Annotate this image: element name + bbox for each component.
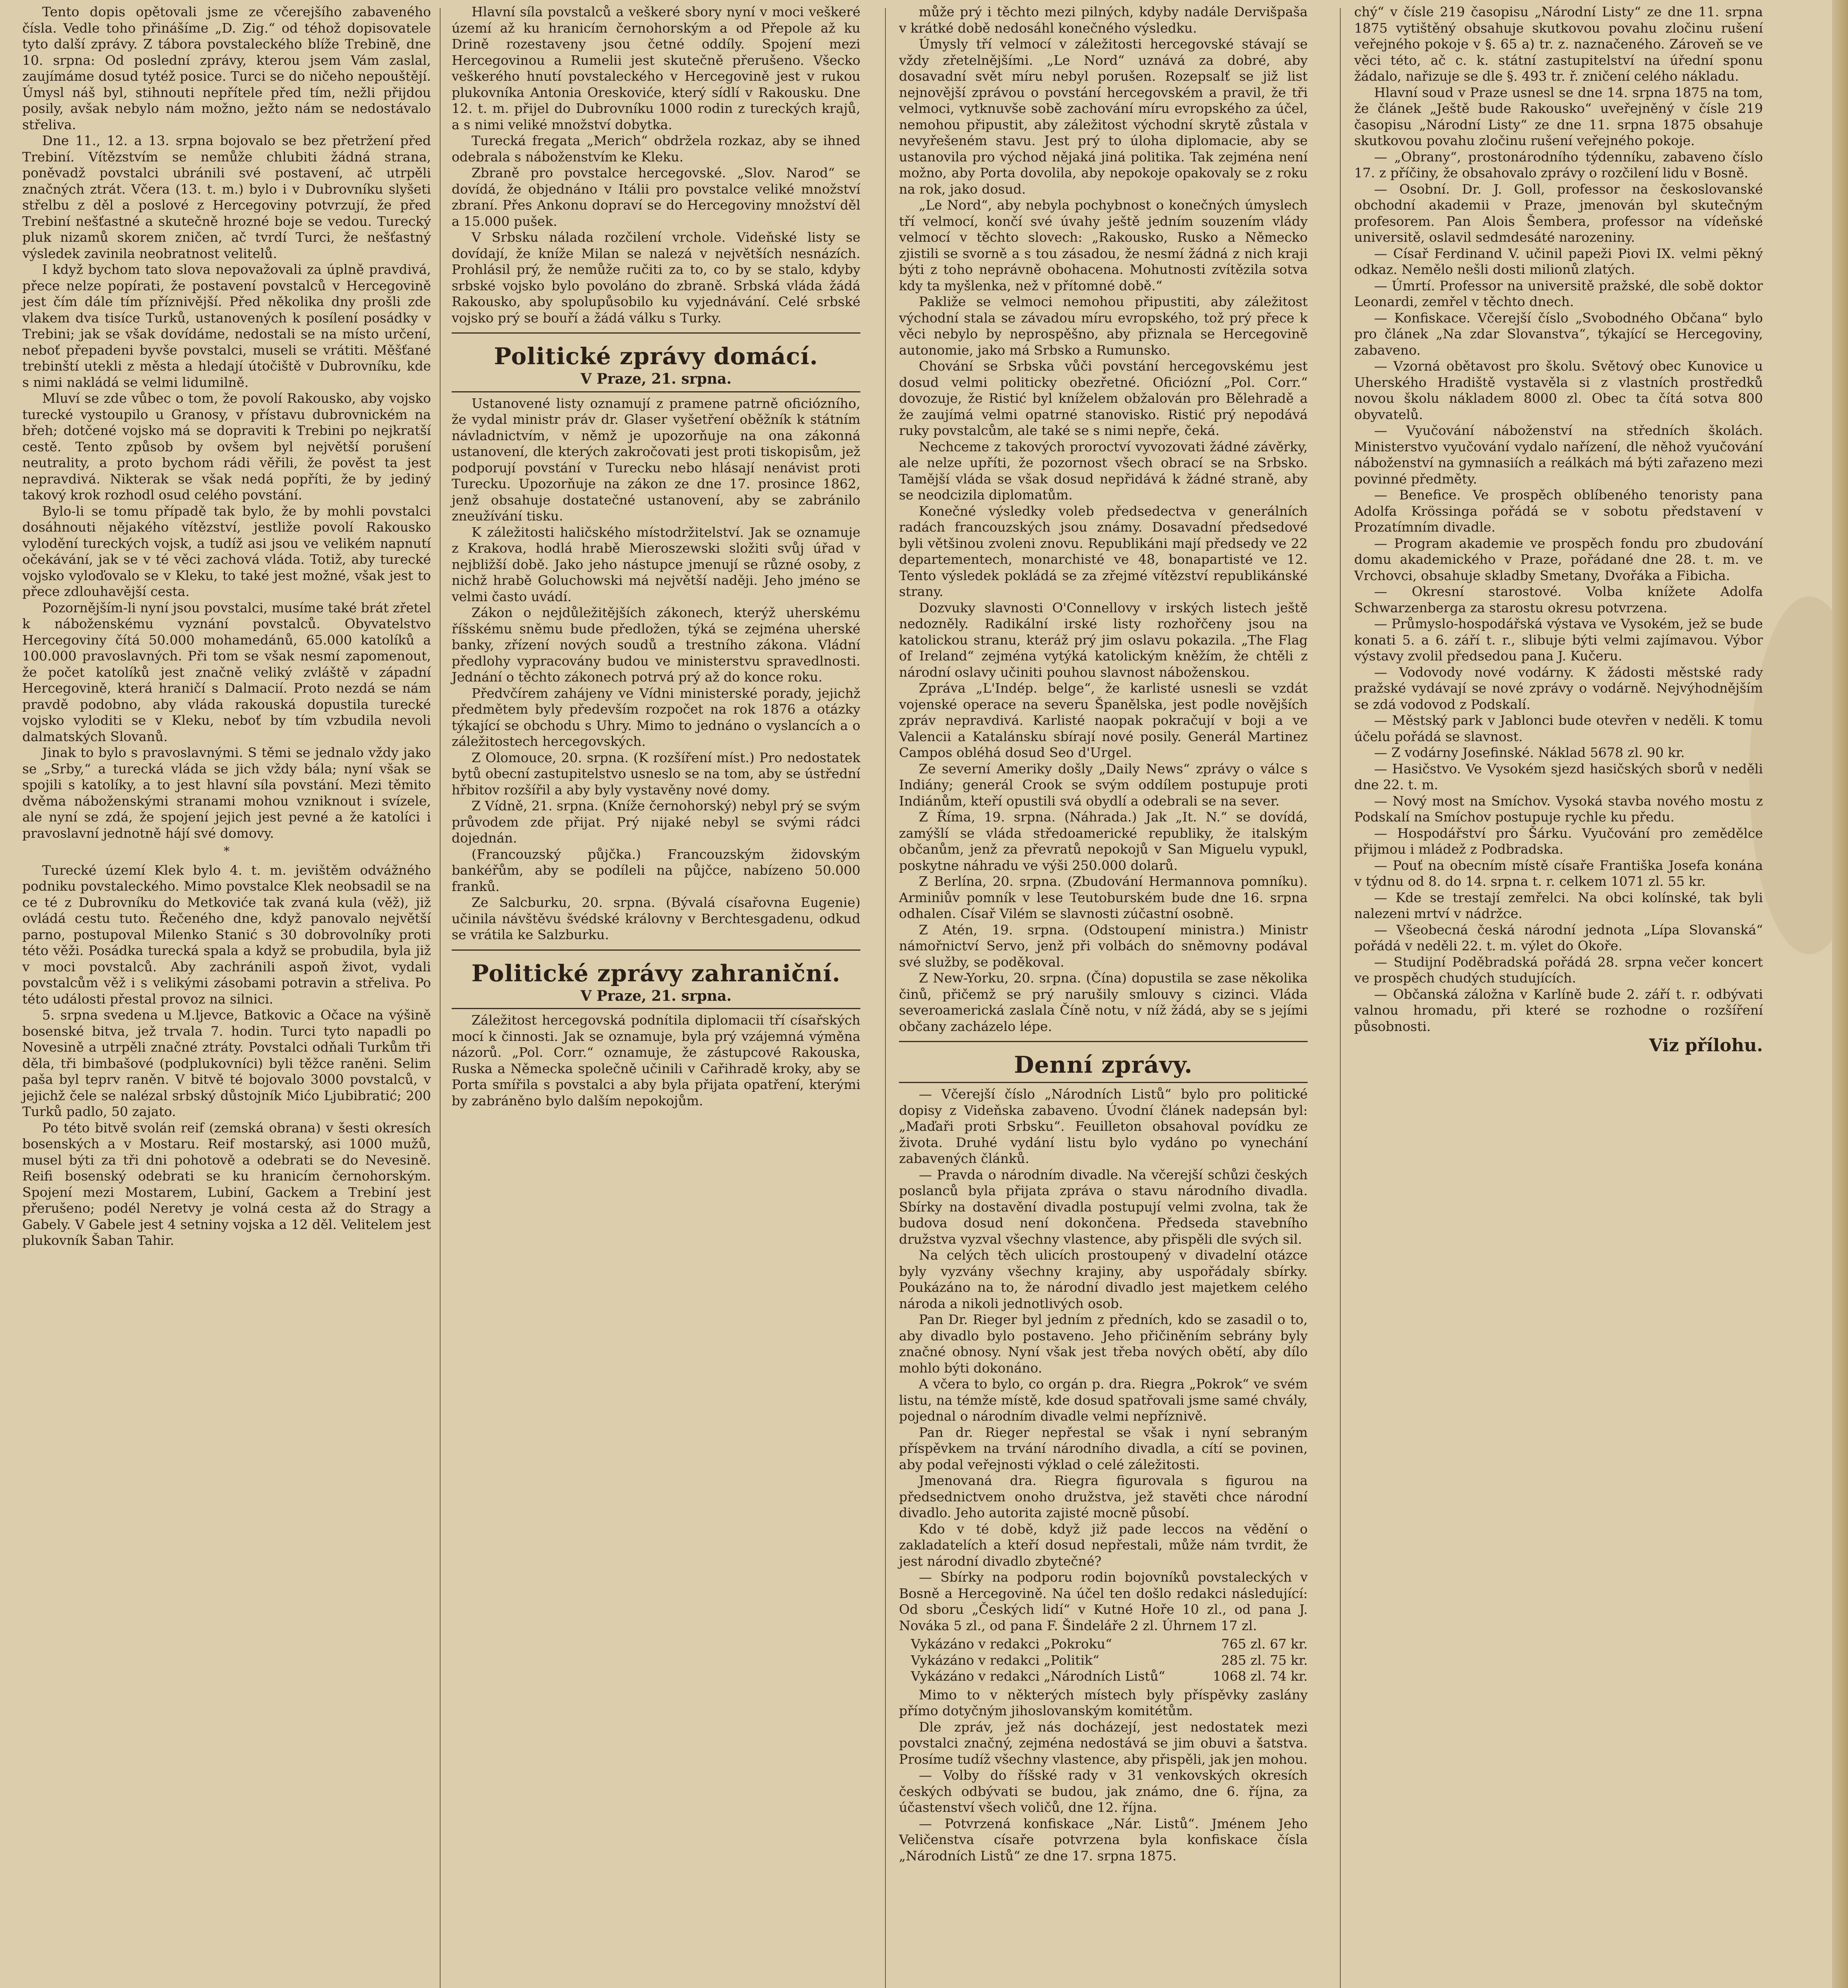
table-row <box>911 1668 1308 1685</box>
paragraph: Předvčírem zahájeny ve Vídni ministerské porady, jejichž předmětem byly především rozpočet na rok 1876 a otázky týkající se obchodu s Uhry. Mimo to jednáno o vyslancích a o záležitostech hercegovských. <box>452 685 860 749</box>
dateline: V Praze, 21. srpna. <box>580 371 732 387</box>
paragraph: — Program akademie ve prospěch fondu pro zbudování domu akademického v Praze, pořádané dne 28. t. m. ve Vrchovci, obsahuje skladby Smetany, Dvořáka a Fibicha. <box>1354 535 1763 583</box>
paragraph: (Francouzský půjčka.) Francouzským židovským bankéřům, aby se podíleli na půjčce, nabízeno 50.000 franků. <box>452 846 860 894</box>
section-title: Denní zprávy. <box>1014 1051 1193 1078</box>
column-1 <box>12 4 441 1988</box>
paragraph: Mluví se zde vůbec o tom, že povolí Rakousko, aby vojsko turecké vystoupilo u Granosy, v přístavu dubrovnickém na břeh; dotčené vojsko má se dopraviti k Trebini po nejkratší cestě. Tento způsob by ovšem byl největší porušení neutrality, a proto bychom rádi věřili, že pověst ta jest nepravdivá. Nikterak se však nedá popříti, že by jediný takový krok rozhodl osud celého povstání. <box>22 390 431 503</box>
table-cell-value: 1068 zl. 74 kr. <box>1213 1668 1308 1684</box>
paragraph: — Nový most na Smíchov. Vysoká stavba nového mostu z Podskalí na Smíchov postupuje rychle ku předu. <box>1354 793 1763 825</box>
column-4 <box>1344 4 1773 1988</box>
paragraph: Hlavní síla povstalců a veškeré sbory nyní v moci veškeré území až ku hranicím černohorským a od Přepole až ku Drině rozestaveny jsou četné oddíly. Spojení mezi Hercegovinou a Rumelii jest skutečně přerušeno. Všecko veškerého hnutí povstaleckého v Hercegovině jest v rukou plukovníka Antonia Oreskoviće, který sídlí v Rakousku. Dne 12. t. m. přijel do Dubrovníku 1000 rodin z tureckých krajů, a s nimi veliké množství dobytka. <box>452 4 860 132</box>
paragraph: Dle zpráv, jež nás docházejí, jest nedostatek mezi povstalci značný, zejména nedostává se jim obuvi a šatstva. Prosíme tudíž všechny vlastence, aby přispěli, jak jen mohou. <box>899 1719 1308 1767</box>
table-row <box>911 1636 1308 1652</box>
section-title: Politické zprávy zahraniční. <box>471 959 841 987</box>
paragraph: Z Říma, 19. srpna. (Náhrada.) Jak „It. N.“ se dovídá, zamýšlí se vláda středoamerické republiky, že italským občanům, jenž za převratů nepokojů v San Miguelu vypukl, poskytne náhradu ve výši 250.000 dolarů. <box>899 809 1308 873</box>
paragraph: Zbraně pro povstalce hercegovské. „Slov. Narod“ se dovídá, že objednáno v Itálii pro povstalce veliké množství zbraní. Přes Ankonu dopraví se do Hercegoviny množství děl a 15.000 pušek. <box>452 165 860 229</box>
column-3 <box>889 4 1318 1988</box>
paragraph: Záležitost hercegovská podnítila diplomacii tří císařských mocí k činnosti. Jak se oznamuje, byla prý vzájemná výměna názorů. „Pol. Corr.“ oznamuje, že zástupcové Rakouska, Ruska a Německa společně učinili v Cařihradě kroky, aby se Porta smířila s povstalci a aby byla přijata opatření, kterými by zabráněno bylo dalším nepokojům. <box>452 1012 860 1109</box>
dateline: V Praze, 21. srpna. <box>580 987 732 1004</box>
paragraph: Konečné výsledky voleb předsedectva v generálních radách francouzských jsou známy. Dosavadní předsedové byli většinou zvoleni znovu. Republikáni mají předsedy ve 22 departementech, monarchisté ve 48, bonapartisté ve 12. Tento výsledek pokládá se za zřejmé vítězství republikánské strany. <box>899 503 1308 599</box>
table-cell-label: Vykázáno v redakci „Pokroku“ <box>911 1636 1112 1652</box>
table-cell-label: Vykázáno v redakci „Národních Listů“ <box>911 1668 1165 1684</box>
paragraph: — Úmrtí. Professor na universitě pražské, dle sobě doktor Leonardi, zemřel v těchto dnech. <box>1354 278 1763 309</box>
paragraph: — Benefice. Ve prospěch oblíbeného tenoristy pana Adolfa Krössinga pořádá se v sobotu představení v Prozatímním divadle. <box>1354 487 1763 535</box>
paragraph: — Vzorná obětavost pro školu. Světový obec Kunovice u Uherského Hradiště vystavěla si z vlastních prostředků novou školu nákladem 8000 zl. Obec ta čítá sotva 800 obyvatelů. <box>1354 358 1763 422</box>
paragraph: Ustanovené listy oznamují z pramene patrně oficiózního, že vydal ministr práv dr. Glaser vyšetření oběžník k státním návladnictvím, v němž je upozorňuje na ona zákonná ustanovení, dle kterých zakročovati jest proti tiskopisům, jež podporují povstání v Turecku nebo hlásají nenávist proti Turecku. Upozorňuje na zákon ze dne 17. prosince 1862, jenž obsahuje dostatečné ustanovení, aby se zabránilo zneužívání tisku. <box>452 395 860 524</box>
paragraph: — Průmyslo-hospodářská výstava ve Vysokém, jež se bude konati 5. a 6. září t. r., slibuje býti velmi zajímavou. Výbor výstavy zvolil předsedou pana J. Kučeru. <box>1354 616 1763 664</box>
paragraph: I když bychom tato slova nepovažovali za úplně pravdivá, přece nelze popírati, že postavení povstalců v Hercegovině jest čím dále tím příznivější. Před několika dny prošli zde vlakem dva tisíce Turků, ustanovených k posílení posádky v Trebini; jak se však dovídáme, nedostali se na místo určení, neboť přepadeni byvše povstalci, museli se vrátiti. Měšťané trebinští utekli z města a hledají útočiště v Dubrovníku, kde s nimi nakládá se velmi lidumilně. <box>22 262 431 390</box>
paragraph: Ze severní Ameriky došly „Daily News“ zprávy o válce s Indiány; generál Crook se svým oddílem postupuje proti Indiánům, kteří opustili svá obydlí a odebrali se na sever. <box>899 761 1308 809</box>
paragraph: — Hospodářství pro Šárku. Vyučování pro zemědělce přijmou i mládež z Podbradska. <box>1354 825 1763 857</box>
paragraph: — Vodovody nové vodárny. K žádosti městské rady pražské vydávají se nové zprávy o vodárně. Nejvýhodnějším se zdá vodovod z Podskalí. <box>1354 664 1763 712</box>
paragraph: — Osobní. Dr. J. Goll, professor na českoslovanské obchodní akademii v Praze, jmenován byl skutečným profesorem. Pan Alois Šembera, professor na vídeňské universitě, oslavil sedmdesáté narozeniny. <box>1354 181 1763 245</box>
table-cell-value: 765 zl. 67 kr. <box>1221 1636 1308 1652</box>
paragraph: Dozvuky slavnosti O'Connellovy v irských listech ještě nedozněly. Radikální irské listy rozhořčeny jsou na katolickou stranu, kteráž prý jim oslavu pokazila. „The Flag of Ireland“ zejména vytýká katolickým kněžím, že chtěli z národní oslavy učiniti pouhou slavnost náboženskou. <box>899 600 1308 680</box>
paragraph: Jinak to bylo s pravoslavnými. S těmi se jednalo vždy jako se „Srby,“ a turecká vláda se jich vždy bála; nyní však se spojili s katolíky, a to jest hlavní síla povstání. Mezi těmito dvěma náboženskými stranami mohou vzniknout i svízele, ale nyní se zdá, že spojení jejich jest pevné a že katolíci i pravoslavní jednotně hájí své domovy. <box>22 745 431 841</box>
separator: * <box>223 845 230 858</box>
paragraph: Pakliže se velmoci nemohou připustiti, aby záležitost východní stala se závadou míru evropského, tož prý přece k věci nebylo by neprospěšno, aby přiznala se Hercegovině autonomie, jako má Srbsko a Rumunsko. <box>899 294 1308 358</box>
paragraph: Z Vídně, 21. srpna. (Kníže černohorský) nebyl prý se svým průvodem zde přijat. Prý nijaké nebyl se svými rádci dojednán. <box>452 798 860 846</box>
paragraph: — Volby do říšské rady v 31 venkovských okresích českých odbývati se budou, jak známo, dne 6. října, za účastenství všech voličů, dne 12. října. <box>899 1767 1308 1815</box>
paragraph: může prý i těchto mezi pilných, kdyby nadále Dervišpaša v krátké době nedosáhl konečného výsledku. <box>899 4 1308 36</box>
paragraph: Pan dr. Rieger nepřestal se však i nyní sebraným příspěvkem na trvání národního divadla, a cítí se povinen, aby podal veřejnosti výklad o celé záležitosti. <box>899 1424 1308 1472</box>
paragraph: Pozornějším-li nyní jsou povstalci, musíme také brát zřetel k náboženskému vyznání povstalců. Obyvatelstvo Hercegoviny čítá 50.000 mohamedánů, 65.000 katolíků a 100.000 pravoslavných. Při tom se však nesmí zapomenout, že počet katolíků jest značně veliký zvláště v západní Hercegovině, která hraničí s Dalmacií. Proto nezdá se nám pravdě podobno, aby vláda rakouská dopustila turecké vojsko vyloditi se v Kleku, neboť by tím vzbudila nevoli dalmatských Slovanů. <box>22 600 431 744</box>
paragraph: Z Berlína, 20. srpna. (Zbudování Hermannova pomníku). Arminiův pomník v lese Teutoburském bude dne 16. srpna odhalen. Císař Vilém se slavnosti zúčastní osobně. <box>899 874 1308 921</box>
column-2 <box>441 4 871 1988</box>
paper-edge <box>1832 0 1848 1988</box>
paragraph: Hlavní soud v Praze usnesl se dne 14. srpna 1875 na tom, že článek „Ještě bude Rakousko“ uveřejněný v čísle 219 časopisu „Národní Listy“ ze dne 11. srpna 1875 obsahuje skutkovou povahu zločinu rušení veřejného pokoje. <box>1354 84 1763 148</box>
paragraph: Ze Salcburku, 20. srpna. (Bývalá císařovna Eugenie) učinila návštěvu švédské královny v Berchtesgadenu, odkud se vrátila ke Salzburku. <box>452 895 860 942</box>
paragraph: Nechceme z takových proroctví vyvozovati žádné závěrky, ale nelze upříti, že pozornost všech obrací se na Srbsko. Tamější vláda se však dosud nepřidává k žádné straně, aby se neodcizila diplomatům. <box>899 439 1308 503</box>
paragraph: Z New-Yorku, 20. srpna. (Čína) dopustila se zase několika činů, přičemž se prý narušily smlouvy s cizinci. Vláda severoamerická zaslala Číně notu, v níž žádá, aby se s jejími občany zacházelo lépe. <box>899 970 1308 1034</box>
paragraph: — Okresní starostové. Volba knížete Adolfa Schwarzenberga za starostu okresu potvrzena. <box>1354 584 1763 615</box>
paragraph: — „Obrany“, prostonárodního týdenníku, zabaveno číslo 17. z příčiny, že obsahovalo zprávy o rozčilení lidu v Bosně. <box>1354 149 1763 181</box>
paragraph: Turecká fregata „Merich“ obdržela rozkaz, aby se ihned odebrala s náboženstvím ke Kleku. <box>452 133 860 165</box>
paragraph: Z Olomouce, 20. srpna. (K rozšíření míst.) Pro nedostatek bytů obecní zastupitelstvo usneslo se na tom, aby se ústřední hřbitov rozšířil a aby byly vystavěny nové domy. <box>452 749 860 798</box>
paragraph: 5. srpna svedena u M.ljevce, Batkovic a Očace na výšině bosenské bitva, jež trvala 7. hodin. Turci tyto napadli po Novesině a utrpěli značné ztráty. Povstalci odňali Turkům tři děla, tři bimbašové (podplukovníci) byli těžce raněni. Selim paša byl teprv raněn. V bitvě té bojovalo 3000 povstalců, v jejichž čele se nalézal srbský důstojník Mićo Ljubibratić; 200 Turků padlo, 50 zajato. <box>22 1007 431 1119</box>
paragraph: — Pouť na obecním místě císaře Františka Josefa konána v týdnu od 8. do 14. srpna t. r. celkem 1071 zl. 55 kr. <box>1354 857 1763 889</box>
paragraph: Na celých těch ulicích prostoupený v divadelní otázce byly vyzvány všechny krajiny, aby uspořádaly sbírky. Poukázáno na to, že národní divadlo jest majetkem celého národa a nikoli jednotlivých osob. <box>899 1247 1308 1311</box>
paragraph: — Císař Ferdinand V. učinil papeži Piovi IX. velmi pěkný odkaz. Nemělo nešli dosti milionů zlatých. <box>1354 245 1763 277</box>
paragraph: Chování se Srbska vůči povstání hercegovskému jest dosud velmi politicky obezřetné. Oficiózní „Pol. Corr.“ dovozuje, že Ristić byl kníželem obžalován pro Bělehradě a že zaujímá velmi opatrné stanovisko. Ristić prý nepodává ruky povstalcům, ale také se s nimi nepře, čeká. <box>899 358 1308 438</box>
column-divider <box>885 8 886 1988</box>
paragraph: — Pravda o národním divadle. Na včerejší schůzi českých poslanců byla přijata zpráva o stavu národního divadla. Sbírky na dostavění divadla postupují velmi zvolna, tak že budova dosud není dokončena. Předseda stavebního družstva vyzval všechny vlastence, aby přispěli dle svých sil. <box>899 1167 1308 1247</box>
paragraph: — Z vodárny Josefinské. Náklad 5678 zl. 90 kr. <box>1374 745 1685 760</box>
paragraph: Zpráva „L'Indép. belge“, že karlisté usnesli se vzdát vojenské operace na severu Španělska, jest podle novějších zpráv nepravdivá. Karlisté naopak pokračují v boji a ve Valencii a Katalánsku sbírají nové posily. Generál Martinez Campos obléhá dosud Seo d'Urgel. <box>899 680 1308 760</box>
paragraph: — Vyučování náboženství na středních školách. Ministerstvo vyučování vydalo nařízení, dle něhož vyučování náboženství na gymnasiích a reálkách má býti zařazeno mezi povinné předměty. <box>1354 423 1763 487</box>
paragraph: Pan Dr. Rieger byl jedním z předních, kdo se zasadil o to, aby divadlo bylo postaveno. Jeho přičiněním sebrány byly značné obnosy. Nyní však jest třeba nových obětí, aby dílo mohlo býti dokonáno. <box>899 1312 1308 1376</box>
table-cell-value: 285 zl. 75 kr. <box>1221 1652 1308 1668</box>
paragraph: „Le Nord“, aby nebyla pochybnost o konečných úmyslech tří velmocí, končí své úvahy ještě jedním souzením vlády velmocí v těchto slovech: „Rakousko, Rusko a Německo zjistili se svorně a s tou zásadou, že nesmí žádná z nich kraji býti z toho neprávně obohacena. Mohutnosti zvítězila sotva kdy ta myšlenka, než v přítomné době.“ <box>899 197 1308 293</box>
section-header-daily <box>899 1041 1308 1083</box>
paragraph: K záležitosti haličského místodržitelství. Jak se oznamuje z Krakova, hodlá hrabě Mieroszewski složiti svůj úřad v nejbližší době. Jako jeho nástupce jmenují se různé osoby, z nichž hrabě Goluchowski má největší naději. Jeho jméno se velmi často uvádí. <box>452 524 860 604</box>
paragraph: — Sbírky na podporu rodin bojovníků povstaleckých v Bosně a Hercegovině. Na účel ten došlo redakci následující: Od sboru „Českých lidí“ v Kutné Hoře 10 zl., od pana J. Nováka 5 zl., od pana F. Šindeláře 2 zl. Úhrnem 17 zl. <box>899 1569 1308 1633</box>
column-divider <box>1340 8 1341 1988</box>
section-header-domestic <box>452 332 860 392</box>
paragraph: A včera to bylo, co orgán p. dra. Riegra „Pokrok“ ve svém listu, na témže místě, kde dosud spatřovali jsme samé chvály, pojednal o národním divadle velmi nepříznivě. <box>899 1376 1308 1424</box>
donation-table <box>911 1636 1308 1685</box>
paragraph: Mimo to v některých místech byly příspěvky zaslány přímo dotyčným jihoslovanským komitétům. <box>899 1687 1308 1718</box>
paragraph: — Občanská záložna v Karlíně bude 2. září t. r. odbývati valnou hromadu, při které se rozhodne o rozšíření působnosti. <box>1354 986 1763 1034</box>
paragraph: Zákon o nejdůležitějších zákonech, kterýž uherskému říšskému sněmu bude předložen, týká se zejména uherské banky, zřízení nových soudů a trestního zákona. Vládní předlohy vypracovány budou ve ministerstvu spravedlnosti. Jednání o těchto zákonech potrvá prý až do konce roku. <box>452 605 860 685</box>
section-title: Politické zprávy domácí. <box>494 343 818 370</box>
paragraph: Úmysly tří velmocí v záležitosti hercegovské stávají se vždy zřetelnějšími. „Le Nord“ uznává za dobré, aby dosavadní svět míru nebyl porušen. Rozepsalť se již list nejnovější zprávou o povstání hercegovském a pravil, že tři velmoci, vytknuvše sobě zachování míru evropského za účel, nemohou připustit, aby záležitost východní skrytě zůstala v nevyřešeném stavu. Jest prý to úloha diplomacie, aby se ustanovila pro východ nějaká jiná politika. Tak zejména není možno, aby Porta dovolila, aby nepokoje opakovaly se z roku na rok, jako dosud. <box>899 36 1308 197</box>
paragraph: Turecké území Klek bylo 4. t. m. jevištěm odvážného podniku povstaleckého. Mimo povstalce Klek neobsadil se na ce té z Dubrovníku do Metkoviće tak zvaná kula (věž), již ovládá cestu tuto. Řečeného dne, když panovalo největší parno, postupoval Milenko Stanić s 30 dobrovolníky proti této věži. Posádka turecká spala a když se probudila, byla již v moci povstalců. Aby zachránili aspoň život, vydali povstalcům věž i s velikými zásobami potravin a střeliva. Po této události přestal provoz na silnici. <box>22 862 431 1007</box>
paragraph: Po této bitvě svolán reif (zemská obrana) v šesti okresích bosenských a v Mostaru. Reif mostarský, asi 1000 mužů, musel býti za tři dni pohotově a odebrati se do Nevesině. Reifi bosenský odebrati se ku hranicím černohorským. Spojení mezi Mostarem, Lubiní, Gackem a Trebiní jest přerušeno; podél Neretvy je volná cesta až do Stragy a Gabely. V Gabele jest 4 setniny vojska a 12 děl. Velitelem jest plukovník Šaban Tahir. <box>22 1120 431 1248</box>
table-row <box>911 1652 1308 1669</box>
section-header-foreign <box>452 949 860 1010</box>
paragraph: V Srbsku nálada rozčilení vrchole. Videňské listy se dovídají, že kníže Milan se nalezá v největších nesnázích. Prohlásil prý, že nemůže ručiti za to, co by se stalo, kdyby srbské vojsko bylo povoláno do zbraně. Srbská vláda žádá Rakousko, aby spolupůsobilo ku vyjednávání. Celé srbské vojsko prý se bouří a žádá válku s Turky. <box>452 229 860 326</box>
paragraph: Kdo v té době, když již pade leccos na vědění o zakladatelích a kteří dosud nepřestali, může nám tvrdit, že jest národní divadlo zbytečné? <box>899 1521 1308 1569</box>
paragraph: — Kde se trestají zemřelci. Na obci kolínské, tak byli nalezeni mrtví v nádržce. <box>1354 889 1763 921</box>
table-cell-label: Vykázáno v redakci „Politik“ <box>911 1652 1099 1668</box>
paragraph: — Včerejší číslo „Národních Listů“ bylo pro politické dopisy z Videňska zabaveno. Úvodní článek nadepsán byl: „Maďaři proti Srbsku“. Feuilleton obsahoval povídku ze života. Druhé vydání listu bylo vydáno po vynechání zabavených článků. <box>899 1086 1308 1166</box>
paragraph: — Studijní Poděbradská pořádá 28. srpna večer koncert ve prospěch chudých studujících. <box>1354 954 1763 986</box>
paragraph: chý“ v čísle 219 časopisu „Národní Listy“ ze dne 11. srpna 1875 vytištěný obsahuje skutkovou povahu zločinu rušení veřejného pokoje v §. 65 a) tr. z. naznačeného. Zároveň se ve věci této, ač c. k. státní zastupitelství na úřední sponu žádalo, nařizuje se dle §. 493 tr. ř. zničení celého nákladu. <box>1354 4 1763 84</box>
paragraph: — Potvrzená konfiskace „Nár. Listů“. Jménem Jeho Veličenstva císaře potvrzena byla konfiskace čísla „Národních Listů“ ze dne 17. srpna 1875. <box>899 1815 1308 1864</box>
see-supplement-note: Viz přílohu. <box>1649 1035 1763 1056</box>
paragraph: Dne 11., 12. a 13. srpna bojovalo se bez přetržení před Trebiní. Vítězstvím se nemůže chlubiti žádná strana, poněvadž povstalci ubránili své postavení, ač utrpěli značných ztrát. Včera (13. t. m.) bylo i v Dubrovníku slyšeti střelbu z děl a poslové z Hercegoviny potvrzují, že před Trebiní nešťastné a skutečně hrozné boje se vedou. Turecký pluk nizamů skorem zničen, ač tvrdí Turci, že nešťastný výsledek zavinila neobratnost velitelů. <box>22 133 431 261</box>
paragraph: Bylo-li se tomu případě tak bylo, že by mohli povstalci dosáhnouti nějakého vítězství, jestliže povolí Rakousko vylodění tureckých vojsk, a tudíž asi jsou ve velikém napnutí očekávání, jak se v té věci zachová vláda. Totiž, aby turecké vojsko vyloďovalo se v Kleku, to také jest možné, však jest to přece zdlouhavější cesta. <box>22 503 431 599</box>
paragraph: — Všeobecná česká národní jednota „Lípa Slovanská“ pořádá v neděli 22. t. m. výlet do Okoře. <box>1354 922 1763 953</box>
paragraph: Jmenovaná dra. Riegra figurovala s figurou na předsednictvem onoho družstva, jež stavěti chce národní divadlo. Jeho autorita zajisté mocně působí. <box>899 1473 1308 1520</box>
paragraph: Tento dopis opětovali jsme ze včerejšího zabaveného čísla. Vedle toho přinášíme „D. Zig.“ od téhož dopisovatele tyto další zprávy. Z tábora povstaleckého blíže Trebině, dne 10. srpna: Od poslední zprávy, kterou jsem Vám zaslal, zaujímáme dosud tytéž posice. Turci se do ničeho nepouštějí. Úmysl náš byl, stihnouti nepřítele před tím, nežli přijdou posily, avšak nebylo nám možno, ježto nám se nedostávalo střeliva. <box>22 4 431 132</box>
paragraph: — Městský park v Jablonci bude otevřen v neděli. K tomu účelu pořádá se slavnost. <box>1354 712 1763 744</box>
paragraph: — Hasičstvo. Ve Vysokém sjezd hasičských sborů v neděli dne 22. t. m. <box>1354 761 1763 792</box>
paragraph: — Konfiskace. Včerejší číslo „Svobodného Občana“ bylo pro článek „Na zdar Slovanstva“, týkající se Hercegoviny, zabaveno. <box>1354 310 1763 358</box>
paragraph: Z Atén, 19. srpna. (Odstoupení ministra.) Ministr námořnictví Servo, jenž při volbách do sněmovny podával své služby, se poděkoval. <box>899 922 1308 970</box>
